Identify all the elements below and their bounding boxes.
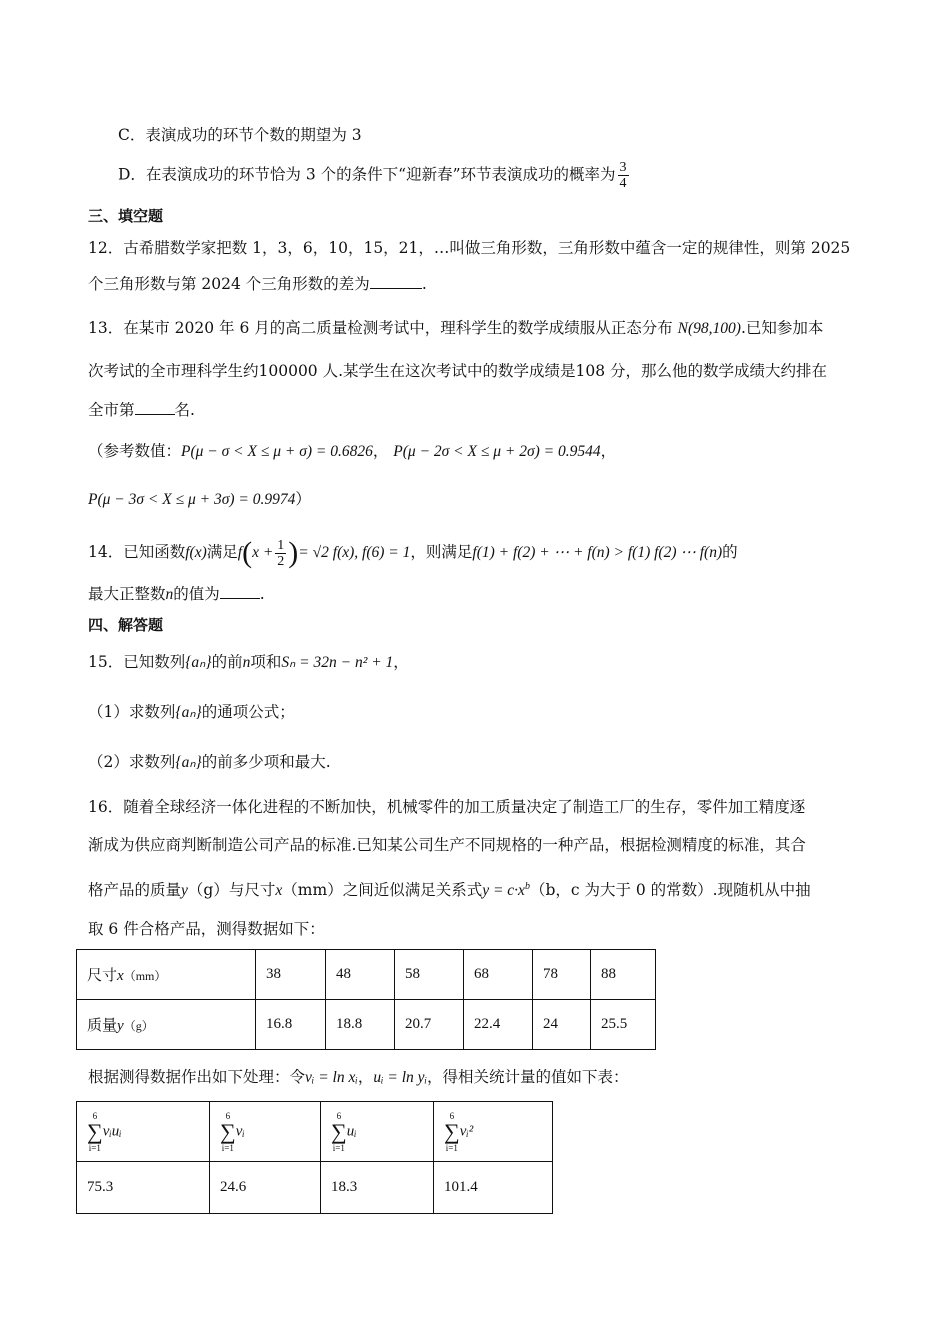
table-cell: 38 [256, 950, 326, 1000]
fraction-1-2: $\frac{1}{2}$ [277, 537, 285, 569]
table-row [77, 1162, 553, 1214]
q13-reference-line1: （参考数值：P(μ − σ < X ≤ μ + σ) = 0.6826， P(μ − 2σ < X ≤ μ + 2σ) = 0.9544， [88, 442, 617, 460]
q12-line2: 个三角形数与第 2024 个三角形数的差为 . [88, 272, 427, 295]
table-cell-label: 尺寸x（mm） [77, 950, 256, 1000]
table-cell: 20.7 [395, 1000, 464, 1050]
section-fill-in-title: 三、填空题 [88, 207, 164, 225]
table-header-cell: 6 ∑ i=1 uᵢ [321, 1102, 434, 1162]
table-cell: 18.8 [326, 1000, 395, 1050]
sigma-symbol: 6 ∑ i=1 [444, 1110, 460, 1153]
q12-line1: 12．古希腊数学家把数 1，3，6，10，15，21，…叫做三角形数，三角形数中蕴含一定的规律性，则第 2025 [88, 239, 851, 257]
sigma-symbol: 6 ∑ i=1 [87, 1110, 103, 1153]
q14-line1: 14．已知函数f(x)满足f(x + $\frac{1}{2}$ )= √2 f(x), f(6) = 1，则满足f(1) + f(2) + ⋯ + f(n) > f(1) f(2) ⋯ f(n)的 [88, 536, 738, 569]
statistics-table [76, 1101, 553, 1214]
normal-distribution: N(98,100) [677, 320, 741, 337]
q13-answer-blank[interactable] [135, 398, 175, 415]
fraction-3-4: $\frac{3}{4}$ [619, 160, 627, 191]
table-cell: 24 [533, 1000, 591, 1050]
q16-process-line: 根据测得数据作出如下处理：令vᵢ = ln xᵢ，uᵢ = ln yᵢ，得相关统计量的值如下表： [88, 1068, 629, 1086]
q15-part1: （1）求数列{aₙ}的通项公式； [88, 703, 295, 721]
table-cell: 48 [326, 950, 395, 1000]
q13-reference-line2: P(μ − 3σ < X ≤ μ + 3σ) = 0.9974） [88, 490, 311, 508]
section-solution-title: 四、解答题 [88, 616, 164, 634]
q15-part2: （2）求数列{aₙ}的前多少项和最大. [88, 753, 331, 771]
table-cell: 68 [464, 950, 533, 1000]
q16-line4: 取 6 件合格产品，测得数据如下： [88, 920, 325, 938]
table-cell: 22.4 [464, 1000, 533, 1050]
option-c: C．表演成功的环节个数的期望为 3 [118, 126, 362, 144]
table-header-cell: 6 ∑ i=1 vᵢ² [434, 1102, 553, 1162]
q13-line3: 全市第 名. [88, 398, 195, 421]
table-cell: 88 [591, 950, 656, 1000]
table-header-cell: 6 ∑ i=1 vᵢuᵢ [77, 1102, 210, 1162]
table-cell: 75.3 [77, 1162, 210, 1214]
table-cell: 16.8 [256, 1000, 326, 1050]
table-row [77, 1102, 553, 1162]
option-d [118, 160, 631, 191]
option-d-text: D．在表演成功的环节恰为 3 个的条件下“迎新春”环节表演成功的概率为 [118, 165, 616, 184]
table-cell-label: 质量y（g） [77, 1000, 256, 1050]
q16-line2: 渐成为供应商判断制造公司产品的标准.已知某公司生产不同规格的一种产品，根据检测精度的标准，其合 [88, 836, 806, 854]
table-row [77, 950, 656, 1000]
sigma-symbol: 6 ∑ i=1 [331, 1110, 347, 1153]
q14-answer-blank[interactable] [220, 582, 260, 599]
q15-line1: 15．已知数列{aₙ}的前n项和Sₙ = 32n − n² + 1， [88, 653, 409, 671]
table-cell: 58 [395, 950, 464, 1000]
table-row [77, 1000, 656, 1050]
sigma-symbol: 6 ∑ i=1 [220, 1110, 236, 1153]
table-cell: 78 [533, 950, 591, 1000]
table-cell: 18.3 [321, 1162, 434, 1214]
q13-line1: 13．在某市 2020 年 6 月的高二质量检测考试中，理科学生的数学成绩服从正态分布 N(98,100).已知参加本 [88, 319, 824, 337]
table-cell: 24.6 [210, 1162, 321, 1214]
q13-line2: 次考试的全市理科学生约100000 人.某学生在这次考试中的数学成绩是108 分，那么他的数学成绩大约排在 [88, 362, 828, 380]
q12-answer-blank[interactable] [370, 272, 422, 289]
measurement-table [76, 949, 656, 1050]
table-cell: 101.4 [434, 1162, 553, 1214]
table-header-cell: 6 ∑ i=1 vᵢ [210, 1102, 321, 1162]
q16-line3: 格产品的质量y（g）与尺寸x（mm）之间近似满足关系式$y = c\cdot x^b(b$，c 为大于 0 的常数）.现随机从中抽 [88, 881, 811, 900]
q16-line1: 16．随着全球经济一体化进程的不断加快，机械零件的加工质量决定了制造工厂的生存，零件加工精度逐 [88, 798, 806, 816]
q14-line2: 最大正整数n的值为 . [88, 582, 265, 606]
table-cell: 25.5 [591, 1000, 656, 1050]
